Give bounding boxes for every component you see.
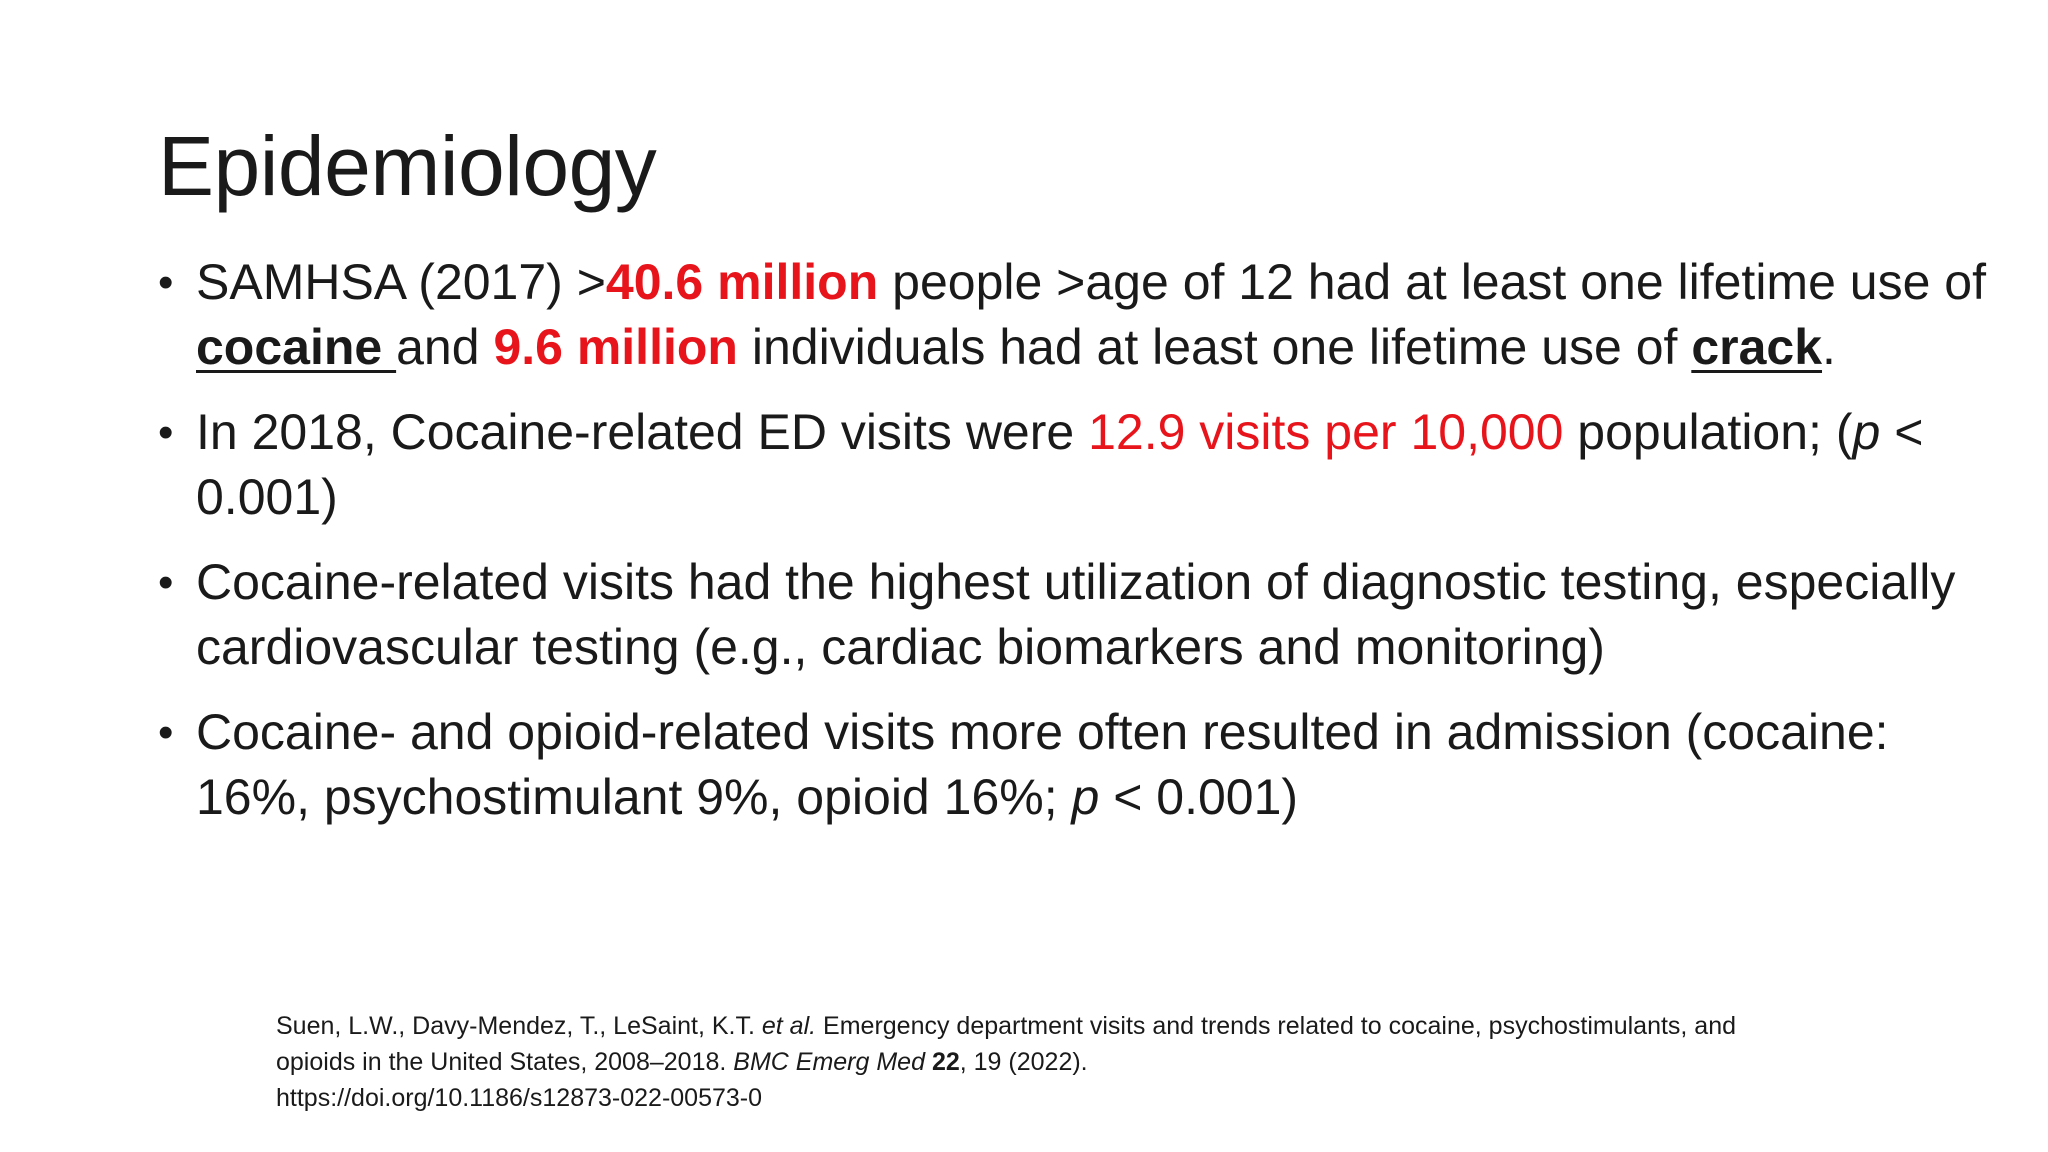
- bullet-text: people >age of 12 had at least one lifetime use of: [878, 254, 1986, 310]
- citation-space: [925, 1048, 932, 1076]
- term-crack: crack: [1691, 319, 1823, 375]
- citation-pages-year: , 19 (2022).: [959, 1048, 1088, 1076]
- bullet-list: [158, 250, 1988, 850]
- citation-authors: Suen, L.W., Davy-Mendez, T., LeSaint, K.T.: [276, 1012, 762, 1040]
- bullet-text: SAMHSA (2017) >: [196, 254, 606, 310]
- citation-et-al: et al.: [761, 1012, 817, 1040]
- bullet-text: .: [1822, 319, 1836, 375]
- bullet-marker: •: [158, 258, 174, 307]
- bullet-text: In 2018, Cocaine-related ED visits were: [196, 404, 1089, 460]
- bullet-text: < 0.001): [196, 404, 1924, 525]
- bullet-text: < 0.001): [1099, 769, 1299, 825]
- bullet-text: Cocaine-related visits had the highest utilization of diagnostic testing, especially cardiovascular testing (e.g., cardiac biomarkers and monitoring): [196, 554, 1956, 675]
- bullet-samhsa: [158, 250, 1988, 380]
- bullet-diagnostic-testing: [158, 550, 1988, 680]
- p-value-symbol: p: [1071, 769, 1100, 825]
- citation-doi-link[interactable]: https://doi.org/10.1186/s12873-022-00573-0: [276, 1084, 763, 1112]
- bullet-text: individuals had at least one lifetime use of: [737, 319, 1692, 375]
- citation: [276, 1008, 1776, 1116]
- bullet-text: population; (: [1563, 404, 1853, 460]
- citation-volume: 22: [931, 1048, 960, 1076]
- highlight-lifetime-crack-users: 9.6 million: [493, 319, 738, 375]
- citation-journal: BMC Emerg Med: [733, 1048, 925, 1076]
- bullet-admission: [158, 700, 1988, 830]
- bullet-text: and: [396, 319, 494, 375]
- highlight-visit-rate: 12.9 visits per 10,000: [1088, 404, 1564, 460]
- bullet-text: Cocaine- and opioid-related visits more often resulted in admission (cocaine: 16%, psychostimulant 9%, opioid 16%;: [196, 704, 1889, 825]
- bullet-marker: •: [158, 558, 174, 607]
- slide-title: Epidemiology: [158, 119, 657, 213]
- bullet-ed-visits-2018: [158, 400, 1988, 530]
- bullet-marker: •: [158, 708, 174, 757]
- term-cocaine: cocaine: [196, 319, 397, 375]
- bullet-marker: •: [158, 408, 174, 457]
- citation-title: Emergency department visits and trends related to cocaine, psychostimulants, and opioids in the United States, 2008–2018.: [276, 1012, 1737, 1076]
- highlight-lifetime-cocaine-users: 40.6 million: [605, 254, 879, 310]
- p-value-symbol: p: [1852, 404, 1881, 460]
